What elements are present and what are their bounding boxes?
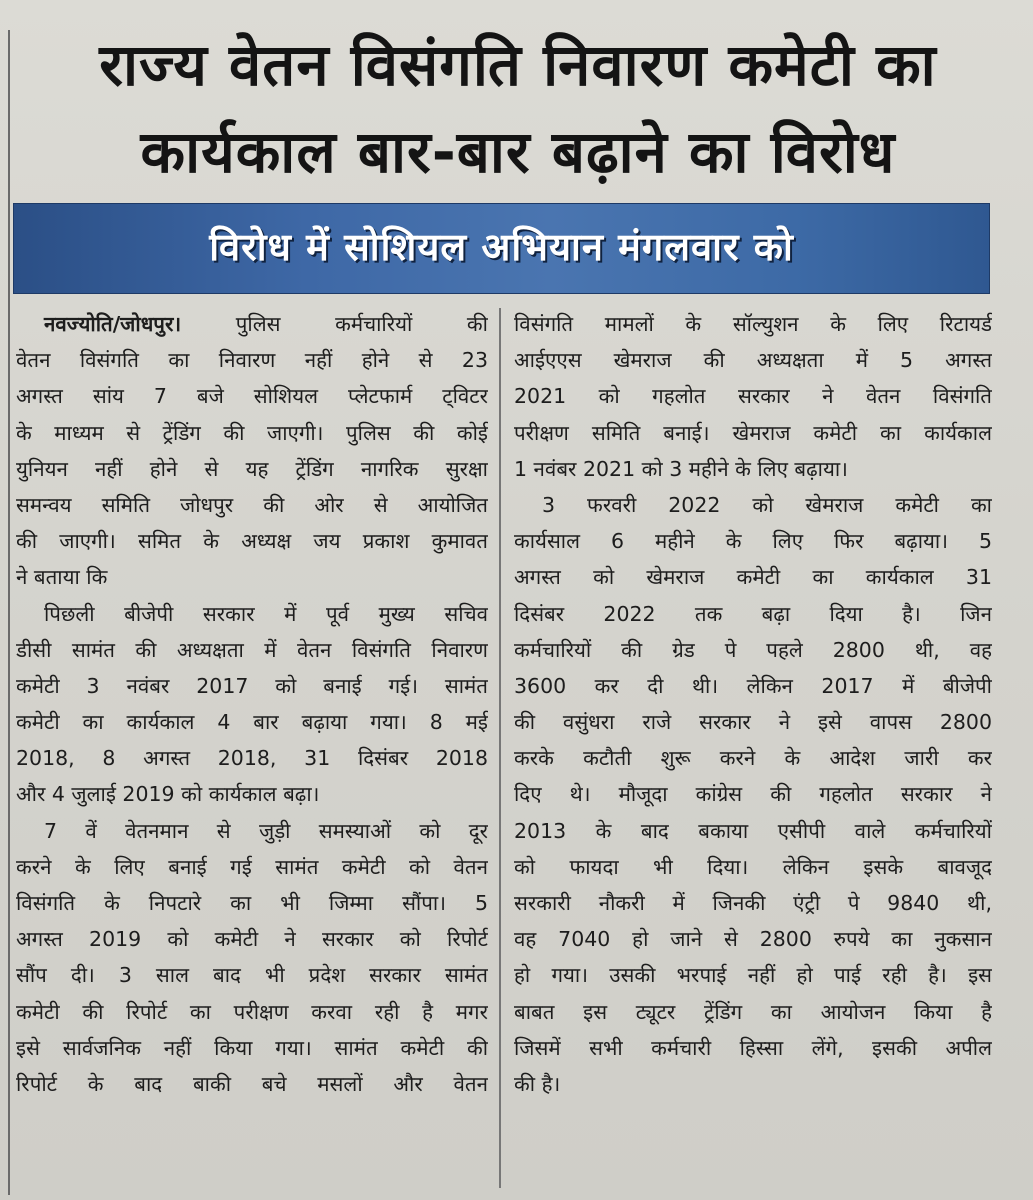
article-line: आईएएस खेमराज की अध्यक्षता में 5 अगस्त bbox=[514, 348, 992, 373]
article-line: डीसी सामंत की अध्यक्षता में वेतन विसंगति निवारण bbox=[16, 637, 488, 662]
headline-line-1: राज्य वेतन विसंगति निवारण कमेटी का bbox=[99, 31, 937, 99]
left-border-rule bbox=[8, 30, 10, 1195]
subheadline-banner bbox=[13, 203, 990, 294]
article-line: 2013 के बाद बकाया एसीपी वाले कर्मचारियों bbox=[514, 818, 992, 843]
article-line: करने के लिए बनाई गई सामंत कमेटी को वेतन bbox=[16, 854, 488, 879]
column-divider bbox=[499, 308, 501, 1188]
article-line: अगस्त सांय 7 बजे सोशियल प्लेटफार्म ट्विटर bbox=[16, 384, 488, 409]
article-line: की है। bbox=[514, 1071, 561, 1096]
article-line-text: पुलिस कर्मचारियों की bbox=[181, 312, 488, 336]
article-line: अगस्त को खेमराज कमेटी का कार्यकाल 31 bbox=[514, 565, 992, 590]
article-line: की वसुंधरा राजे सरकार ने इसे वापस 2800 bbox=[514, 710, 992, 735]
article-line: पिछली बीजेपी सरकार में पूर्व मुख्य सचिव bbox=[44, 601, 488, 626]
article-line: हो गया। उसकी भरपाई नहीं हो पाई रही है। इस bbox=[514, 963, 992, 988]
article-line: सरकारी नौकरी में जिनकी एंट्री पे 9840 थी, bbox=[514, 891, 992, 915]
article-line: दिए थे। मौजूदा कांग्रेस की गहलोत सरकार ने bbox=[514, 782, 992, 807]
dateline: नवज्योति/जोधपुर। bbox=[44, 312, 182, 336]
article-line: 7 वें वेतनमान से जुड़ी समस्याओं को दूर bbox=[44, 818, 488, 843]
left-column bbox=[16, 306, 488, 1102]
article-line: सौंप दी। 3 साल बाद भी प्रदेश सरकार सामंत bbox=[16, 963, 488, 988]
subheadline: विरोध में सोशियल अभियान मंगलवार को bbox=[209, 225, 794, 269]
article-line: परीक्षण समिति बनाई। खेमराज कमेटी का कार्यकाल bbox=[514, 420, 992, 445]
article-line: विसंगति के निपटारे का भी जिम्मा सौंपा। 5 bbox=[16, 891, 488, 915]
article-line: इसे सार्वजनिक नहीं किया गया। सामंत कमेटी की bbox=[16, 1035, 488, 1060]
article-line: वेतन विसंगति का निवारण नहीं होने से 23 bbox=[16, 348, 488, 373]
headline-line-2: कार्यकाल बार-बार बढ़ाने का विरोध bbox=[140, 118, 896, 186]
article-line: और 4 जुलाई 2019 को कार्यकाल बढ़ा। bbox=[16, 782, 320, 807]
article-line: कमेटी की रिपोर्ट का परीक्षण करवा रही है मगर bbox=[16, 999, 488, 1024]
article-line: के माध्यम से ट्रेंडिंग की जाएगी। पुलिस की कोई bbox=[16, 420, 488, 445]
article-line: अगस्त 2019 को कमेटी ने सरकार को रिपोर्ट bbox=[16, 927, 488, 952]
article-line: की जाएगी। समित के अध्यक्ष जय प्रकाश कुमावत bbox=[16, 529, 488, 554]
article-line: ने बताया कि bbox=[16, 565, 108, 590]
article-line: करके कटौती शुरू करने के आदेश जारी कर bbox=[514, 746, 992, 771]
article-line: कर्मचारियों की ग्रेड पे पहले 2800 थी, वह bbox=[514, 637, 992, 662]
article-line: जिसमें सभी कर्मचारी हिस्सा लेंगे, इसकी अपील bbox=[514, 1035, 992, 1060]
article-line: 2018, 8 अगस्त 2018, 31 दिसंबर 2018 bbox=[16, 746, 488, 771]
article-line: 3 फरवरी 2022 को खेमराज कमेटी का bbox=[542, 492, 992, 517]
article-line: 3600 कर दी थी। लेकिन 2017 में बीजेपी bbox=[514, 673, 992, 698]
article-line: कार्यसाल 6 महीने के लिए फिर बढ़ाया। 5 bbox=[514, 529, 992, 554]
article-line: कमेटी का कार्यकाल 4 बार बढ़ाया गया। 8 मई bbox=[16, 710, 488, 735]
right-column bbox=[514, 306, 992, 1102]
article-line: युनियन नहीं होने से यह ट्रेंडिंग नागरिक सुरक्षा bbox=[16, 456, 488, 481]
article-line: विसंगति मामलों के सॉल्युशन के लिए रिटायर्ड bbox=[514, 312, 992, 336]
article-line: बाबत इस ट्यूटर ट्रेंडिंग का आयोजन किया है bbox=[514, 999, 992, 1024]
article-line: दिसंबर 2022 तक बढ़ा दिया है। जिन bbox=[514, 601, 992, 626]
article-line: को फायदा भी दिया। लेकिन इसके बावजूद bbox=[514, 854, 992, 879]
article-line: वह 7040 हो जाने से 2800 रुपये का नुकसान bbox=[514, 927, 992, 952]
article-line: 1 नवंबर 2021 को 3 महीने के लिए बढ़ाया। bbox=[514, 456, 848, 481]
article-line: 2021 को गहलोत सरकार ने वेतन विसंगति bbox=[514, 384, 992, 409]
article-line: कमेटी 3 नवंबर 2017 को बनाई गई। सामंत bbox=[16, 673, 488, 698]
article-line: रिपोर्ट के बाद बाकी बचे मसलों और वेतन bbox=[16, 1071, 488, 1096]
article-line: समन्वय समिति जोधपुर की ओर से आयोजित bbox=[16, 492, 488, 517]
article-line bbox=[16, 306, 488, 342]
